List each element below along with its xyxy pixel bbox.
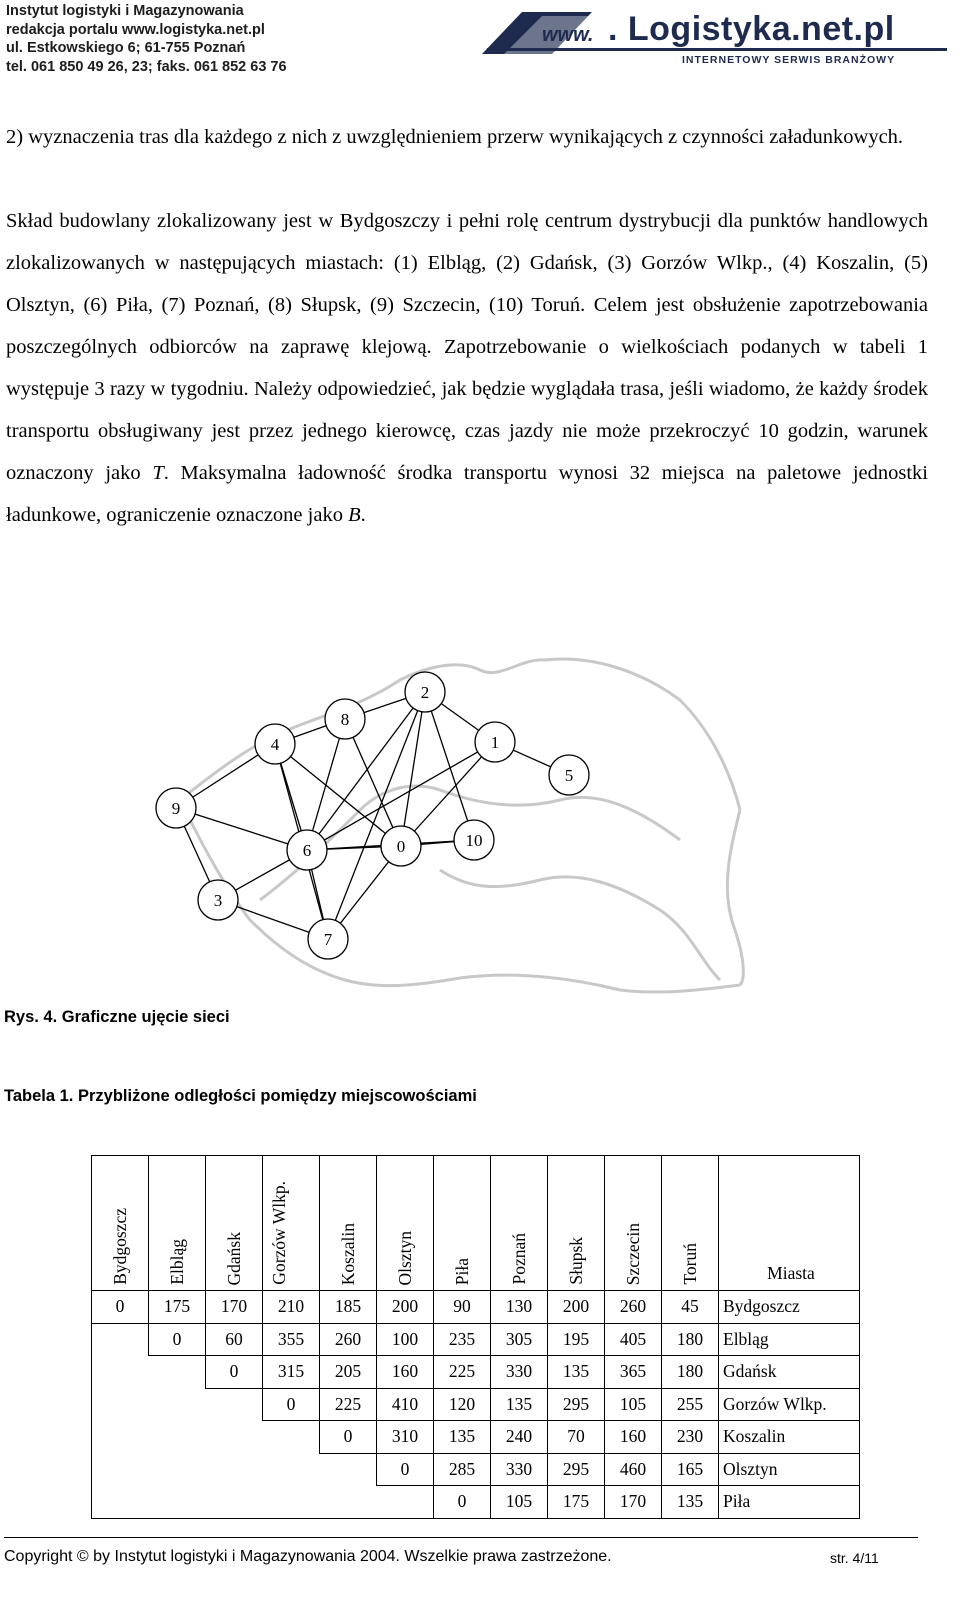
graph-node-label: 10 <box>465 831 483 850</box>
table-row <box>92 1421 860 1454</box>
page-number: str. 4/11 <box>830 1550 879 1566</box>
graph-node-6 <box>287 830 327 870</box>
graph-node-label: 6 <box>302 841 312 860</box>
row-city-name: Gorzów Wlkp. <box>719 1388 860 1421</box>
condition-b: B <box>348 504 361 526</box>
distance-cell: 225 <box>320 1388 377 1421</box>
graph-node-5 <box>549 755 589 795</box>
figure-caption: Rys. 4. Graficzne ujęcie sieci <box>4 1008 230 1026</box>
distance-cell: 0 <box>263 1388 320 1421</box>
distance-cell: 180 <box>662 1356 719 1389</box>
empty-cell <box>206 1421 263 1454</box>
row-city-name: Elbląg <box>719 1323 860 1356</box>
distance-cell: 130 <box>491 1291 548 1324</box>
institute-portal: redakcja portalu www.logistyka.net.pl <box>6 21 265 38</box>
distance-cell: 70 <box>548 1421 605 1454</box>
column-header-label: Elbląg <box>167 1239 187 1285</box>
distance-cell: 285 <box>434 1453 491 1486</box>
distance-cell: 195 <box>548 1323 605 1356</box>
empty-cell <box>92 1453 149 1486</box>
distance-cell: 310 <box>377 1421 434 1454</box>
distance-cell: 120 <box>434 1388 491 1421</box>
graph-node-label: 3 <box>213 891 223 910</box>
distance-cell: 225 <box>434 1356 491 1389</box>
page-header <box>0 0 960 84</box>
corner-label: Miasta <box>719 1156 860 1291</box>
map-border-east <box>727 810 743 985</box>
distance-cell: 255 <box>662 1388 719 1421</box>
empty-cell <box>320 1453 377 1486</box>
distance-cell: 330 <box>491 1356 548 1389</box>
graph-node-label: 9 <box>171 799 181 818</box>
distance-cell: 365 <box>605 1356 662 1389</box>
distance-cell: 355 <box>263 1323 320 1356</box>
distance-cell: 200 <box>548 1291 605 1324</box>
distance-cell: 135 <box>662 1486 719 1519</box>
column-header-label: Poznań <box>509 1233 529 1285</box>
distance-cell: 100 <box>377 1323 434 1356</box>
distance-cell: 405 <box>605 1323 662 1356</box>
distance-cell: 135 <box>434 1421 491 1454</box>
graph-node-label: 1 <box>490 733 500 752</box>
distance-cell: 0 <box>320 1421 377 1454</box>
graph-node-label: 2 <box>420 683 430 702</box>
column-header <box>377 1156 434 1291</box>
table-row <box>92 1323 860 1356</box>
table-caption: Tabela 1. Przybliżone odległości pomiędzy miejscowościami <box>4 1087 477 1105</box>
distance-cell: 260 <box>320 1323 377 1356</box>
column-header-label: Słupsk <box>566 1237 586 1285</box>
institute-name: Instytut logistyki i Magazynowania <box>6 3 244 19</box>
distance-cell: 210 <box>263 1291 320 1324</box>
institute-phone: tel. 061 850 49 26, 23; faks. 061 852 63 76 <box>6 58 287 75</box>
distance-cell: 330 <box>491 1453 548 1486</box>
distance-cell: 305 <box>491 1323 548 1356</box>
empty-cell <box>263 1486 320 1519</box>
distance-cell: 170 <box>605 1486 662 1519</box>
distance-cell: 160 <box>377 1356 434 1389</box>
column-header <box>92 1156 149 1291</box>
footer-copyright: Copyright © by Instytut logistyki i Magazynowania 2004. Wszelkie prawa zastrzeżone. <box>4 1548 612 1565</box>
row-city-name: Koszalin <box>719 1421 860 1454</box>
distance-cell: 185 <box>320 1291 377 1324</box>
graph-node-label: 4 <box>270 735 280 754</box>
empty-cell <box>206 1453 263 1486</box>
logistyka-logo <box>482 2 952 72</box>
column-header <box>491 1156 548 1291</box>
distance-table <box>91 1155 860 1519</box>
column-header-label: Toruń <box>680 1243 700 1285</box>
empty-cell <box>92 1323 149 1356</box>
empty-cell <box>149 1453 206 1486</box>
graph-node-7 <box>308 919 348 959</box>
graph-node-4 <box>255 724 295 764</box>
empty-cell <box>263 1421 320 1454</box>
graph-node-9 <box>156 788 196 828</box>
row-city-name: Gdańsk <box>719 1356 860 1389</box>
empty-cell <box>92 1356 149 1389</box>
logo-subtitle: INTERNETOWY SERWIS BRANŻOWY <box>682 54 896 66</box>
graph-node-1 <box>475 722 515 762</box>
paragraph-2-text-b: . Maksymalna ładowność środka transportu wynosi 32 miejsca na paletowe jednostki ładunkowe, ograniczenie oznaczone jako <box>6 462 928 526</box>
row-city-name: Olsztyn <box>719 1453 860 1486</box>
distance-cell: 0 <box>149 1323 206 1356</box>
table-row <box>92 1388 860 1421</box>
column-header <box>548 1156 605 1291</box>
graph-nodes <box>156 672 589 959</box>
empty-cell <box>149 1388 206 1421</box>
empty-cell <box>92 1421 149 1454</box>
distance-cell: 135 <box>491 1388 548 1421</box>
paragraph-2-text-c: . <box>360 504 366 526</box>
paragraph-2 <box>6 200 928 536</box>
empty-cell <box>206 1486 263 1519</box>
empty-cell <box>320 1486 377 1519</box>
paragraph-1: 2) wyznaczenia tras dla każdego z nich z uwzględnieniem przerw wynikających z czynności załadunkowych. <box>6 126 904 148</box>
network-graph <box>0 640 960 1010</box>
distance-cell: 205 <box>320 1356 377 1389</box>
distance-cell: 170 <box>206 1291 263 1324</box>
column-header-label: Bydgoszcz <box>110 1208 130 1285</box>
distance-cell: 0 <box>92 1291 149 1324</box>
table-row <box>92 1356 860 1389</box>
distance-cell: 165 <box>662 1453 719 1486</box>
empty-cell <box>149 1421 206 1454</box>
empty-cell <box>92 1486 149 1519</box>
distance-cell: 315 <box>263 1356 320 1389</box>
column-header <box>662 1156 719 1291</box>
graph-node-3 <box>198 880 238 920</box>
empty-cell <box>92 1388 149 1421</box>
distance-cell: 460 <box>605 1453 662 1486</box>
table-body <box>92 1291 860 1519</box>
column-header <box>263 1156 320 1291</box>
graph-edge-8-0 <box>345 719 401 846</box>
table-row <box>92 1291 860 1324</box>
distance-cell: 180 <box>662 1323 719 1356</box>
column-header-label: Gdańsk <box>224 1231 244 1285</box>
column-header-label: Szczecin <box>623 1222 643 1285</box>
graph-node-2 <box>405 672 445 712</box>
distance-cell: 0 <box>206 1356 263 1389</box>
distance-cell: 90 <box>434 1291 491 1324</box>
table-row <box>92 1486 860 1519</box>
empty-cell <box>206 1388 263 1421</box>
distance-cell: 105 <box>491 1486 548 1519</box>
column-header-label: Piła <box>452 1257 472 1285</box>
distance-cell: 105 <box>605 1388 662 1421</box>
distance-cell: 45 <box>662 1291 719 1324</box>
column-header-label: Gorzów Wlkp. <box>269 1181 289 1285</box>
column-header-label: Olsztyn <box>395 1230 415 1285</box>
graph-node-10 <box>454 820 494 860</box>
column-header <box>320 1156 377 1291</box>
distance-cell: 230 <box>662 1421 719 1454</box>
logo-text: . Logistyka.net.pl <box>608 10 895 48</box>
distance-cell: 160 <box>605 1421 662 1454</box>
table-row <box>92 1453 860 1486</box>
paragraph-2-text-a: Skład budowlany zlokalizowany jest w Bydgoszczy i pełni rolę centrum dystrybucji dla punktów handlowych zlokalizowanych w następujących miastach: (1) Elbląg, (2) Gdańsk, (3) Gorzów Wlkp., (4) Koszalin, (5) Olsztyn, (6) Piła, (7) Poznań, (8) Słupsk, (9) Szczecin, (10) Toruń. Celem jest obsłużenie zapotrzebowania poszczególnych odbiorców na zaprawę klejową. Zapotrzebowanie o wielkościach podanych w tabeli 1 występuje 3 razy w tygodniu. Należy odpowiedzieć, jak będzie wyglądała trasa, jeśli wiadomo, że każdy środek transportu obsługiwany jest przez jednego kierowcę, czas jazdy nie może przekroczyć 10 godzin, warunek oznaczony jako <box>6 210 928 484</box>
distance-cell: 175 <box>149 1291 206 1324</box>
graph-node-label: 8 <box>340 710 350 729</box>
footer-divider <box>4 1537 918 1538</box>
distance-cell: 260 <box>605 1291 662 1324</box>
network-figure <box>0 640 960 1010</box>
logo-www-text: www. <box>542 24 594 46</box>
distance-cell: 0 <box>434 1486 491 1519</box>
row-city-name: Bydgoszcz <box>719 1291 860 1324</box>
graph-node-8 <box>325 699 365 739</box>
graph-node-label: 5 <box>564 766 574 785</box>
empty-cell <box>263 1453 320 1486</box>
distance-cell: 240 <box>491 1421 548 1454</box>
column-header <box>434 1156 491 1291</box>
column-header <box>605 1156 662 1291</box>
empty-cell <box>149 1486 206 1519</box>
empty-cell <box>377 1486 434 1519</box>
distance-cell: 0 <box>377 1453 434 1486</box>
body-text <box>6 116 928 536</box>
graph-edge-2-10 <box>425 692 474 840</box>
distance-cell: 200 <box>377 1291 434 1324</box>
table-header-row <box>92 1156 860 1291</box>
empty-cell <box>149 1356 206 1389</box>
distance-cell: 135 <box>548 1356 605 1389</box>
condition-t: T <box>152 462 164 484</box>
graph-node-label: 0 <box>396 837 406 856</box>
distance-cell: 235 <box>434 1323 491 1356</box>
distance-cell: 410 <box>377 1388 434 1421</box>
distance-cell: 295 <box>548 1388 605 1421</box>
institute-address-block <box>6 2 287 76</box>
column-header <box>206 1156 263 1291</box>
institute-address: ul. Estkowskiego 6; 61-755 Poznań <box>6 40 246 56</box>
distance-cell: 295 <box>548 1453 605 1486</box>
distance-cell: 60 <box>206 1323 263 1356</box>
graph-node-label: 7 <box>323 930 333 949</box>
distance-cell: 175 <box>548 1486 605 1519</box>
map-river-line <box>440 870 720 980</box>
graph-node-0 <box>381 826 421 866</box>
column-header-label: Koszalin <box>338 1222 358 1285</box>
column-header <box>149 1156 206 1291</box>
row-city-name: Piła <box>719 1486 860 1519</box>
